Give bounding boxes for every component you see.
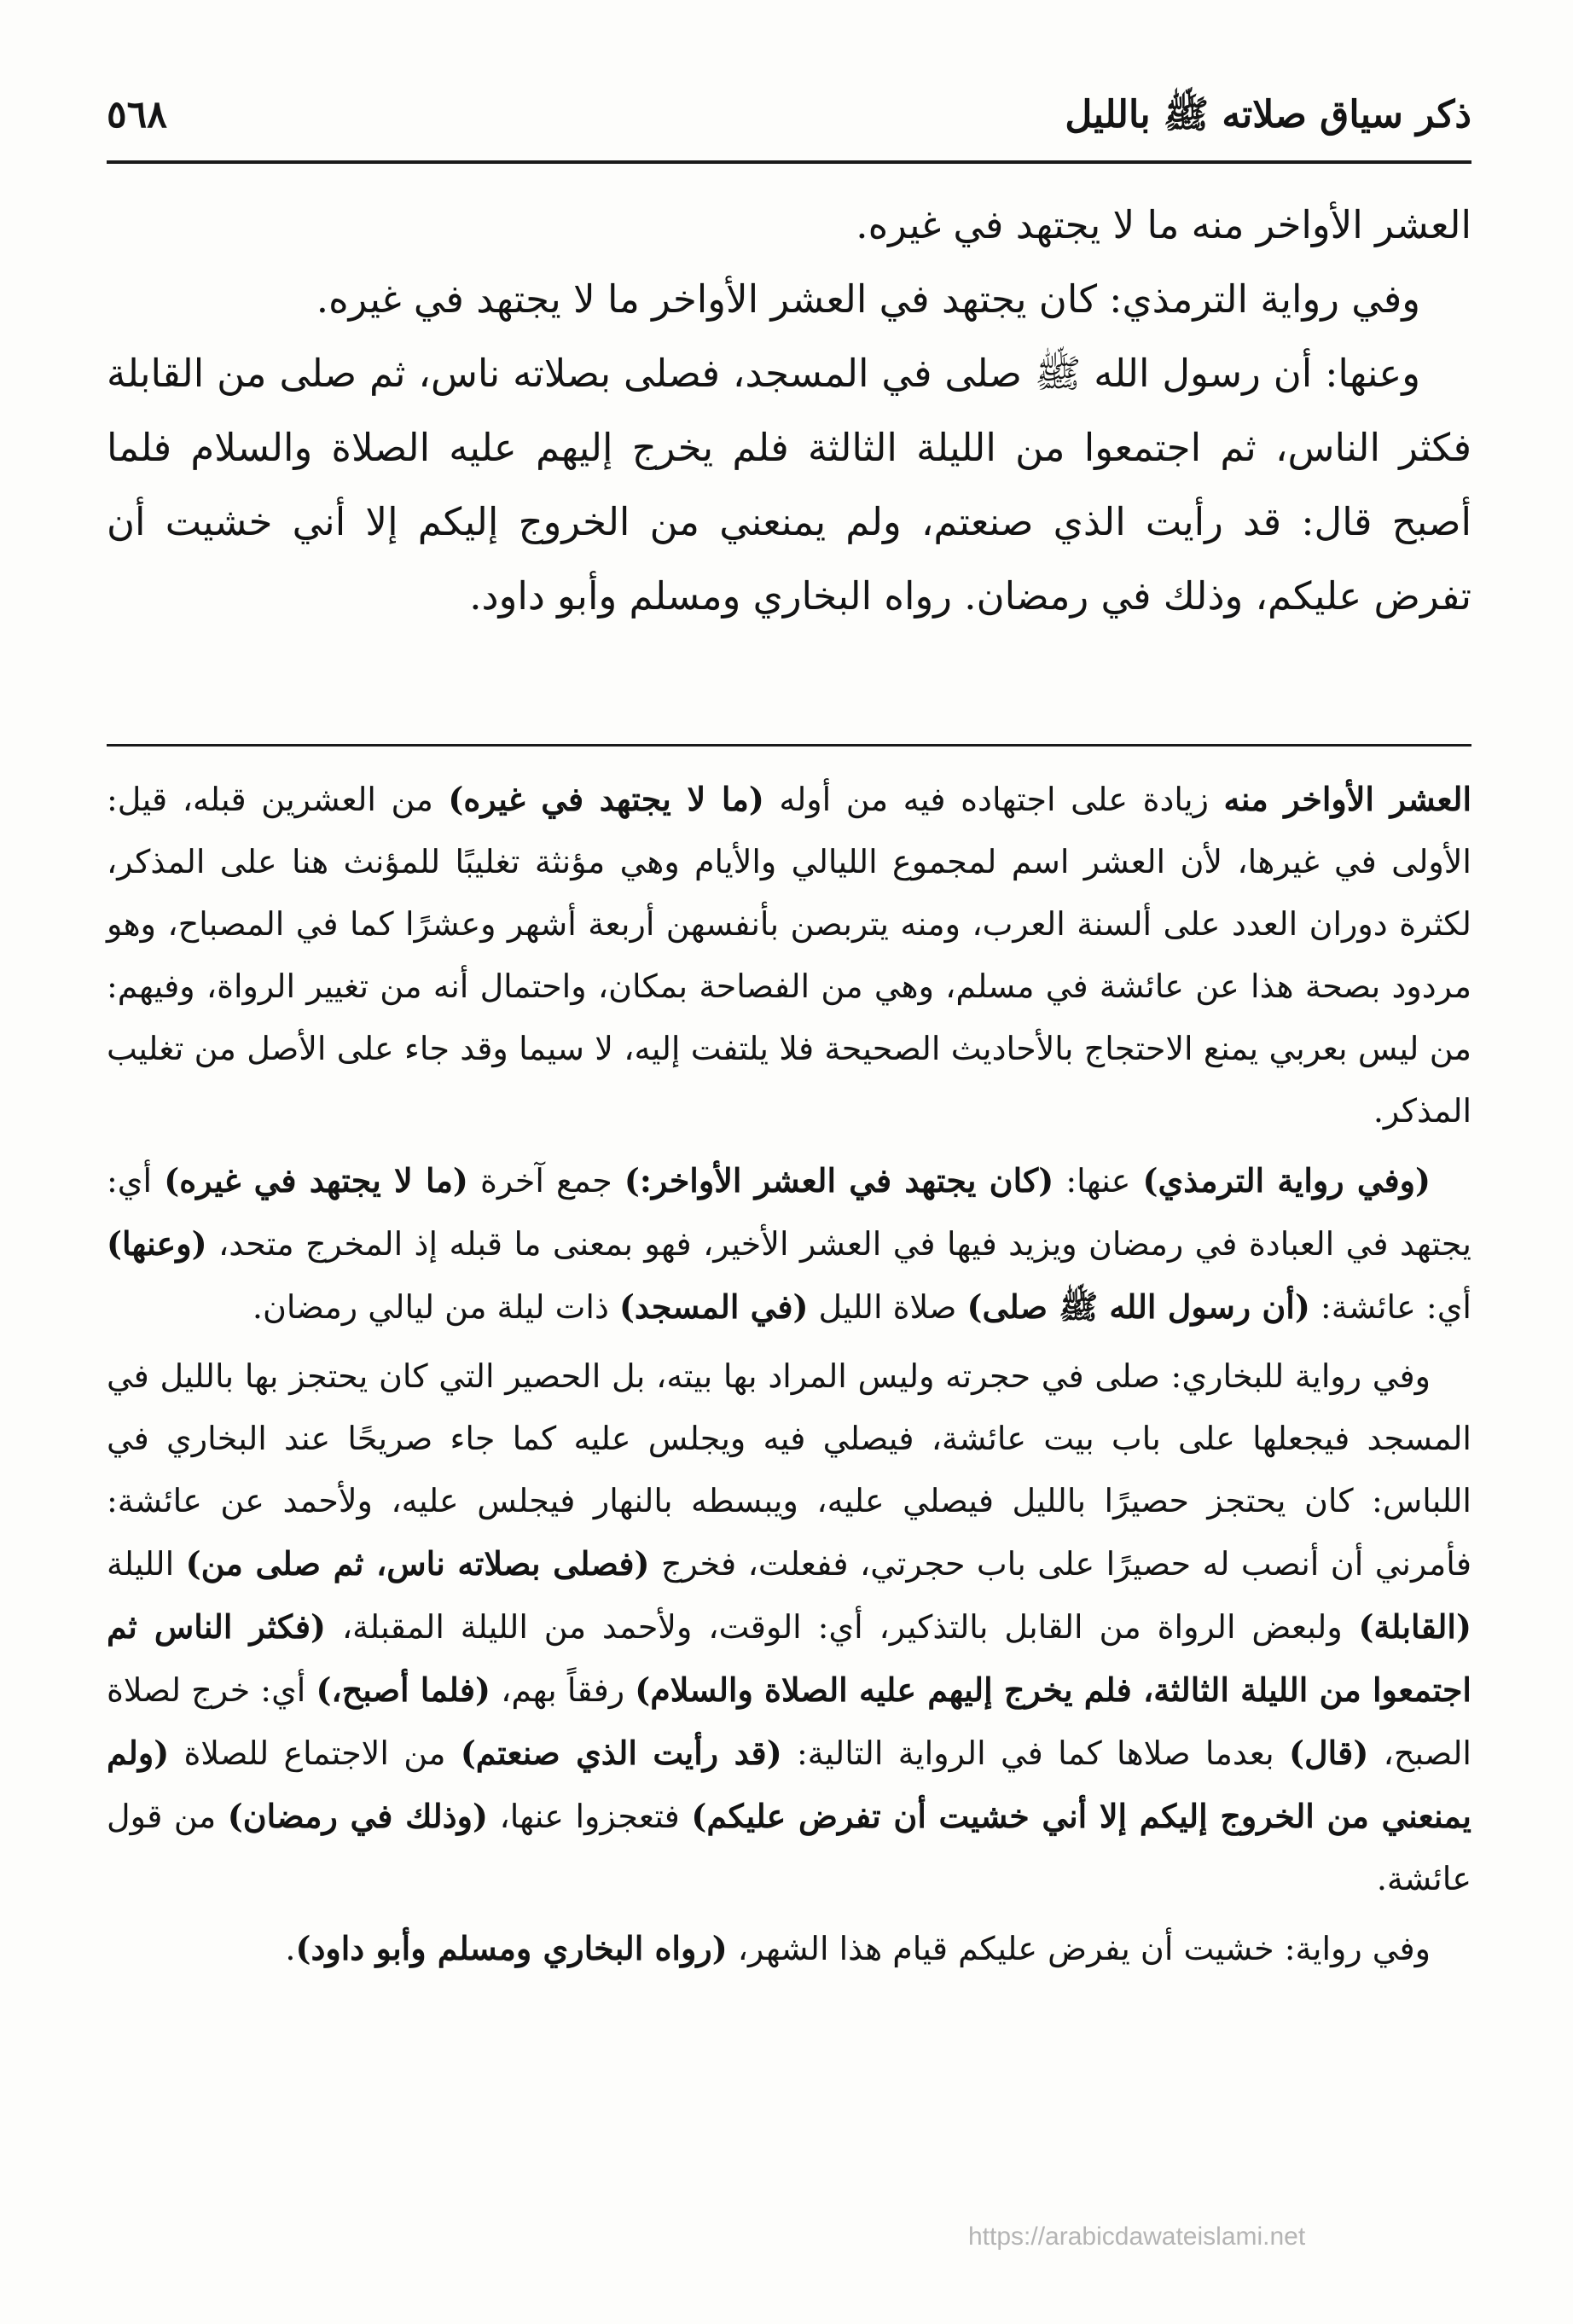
commentary-text: أي: عائشة: — [1309, 1288, 1471, 1326]
commentary-text: صلاة الليل — [808, 1288, 967, 1326]
watermark-url: https://arabicdawateislami.net — [968, 2222, 1306, 2251]
page-header — [107, 85, 1471, 145]
quoted-phrase: (أن رسول الله ﷺ صلى) — [966, 1287, 1310, 1326]
commentary-text: من الاجتماع للصلاة — [169, 1734, 461, 1772]
quoted-phrase: (وفي رواية الترمذي) — [1142, 1161, 1431, 1200]
commentary-text: رفقاً بهم، — [490, 1671, 636, 1709]
commentary-text: وفي رواية: خشيت أن يفرض عليكم قيام هذا الشهر، — [727, 1930, 1431, 1967]
commentary-text: . — [285, 1930, 296, 1967]
quoted-phrase: (ما لا يجتهد في غيره) — [448, 780, 764, 818]
quoted-phrase: (قد رأيت الذي صنعتم) — [460, 1734, 782, 1772]
quoted-phrase: (فصلى بصلاته ناس، ثم صلى من) — [185, 1544, 650, 1583]
commentary-text: ذات ليلة من ليالي رمضان. — [252, 1288, 619, 1326]
commentary-text: أي: يجتهد في العبادة في رمضان ويزيد فيها في العشر الأخير، فهو بمعنى ما قبله إذ المخرج متحد، — [107, 1162, 1471, 1263]
commentary-text: أي: خرج لصلاة الصبح، — [107, 1671, 1471, 1772]
commentary-text: عنها: — [1054, 1162, 1143, 1200]
quoted-phrase: (ولم يمنعني من الخروج إليكم إلا أني خشيت أن تفرض عليكم) — [107, 1734, 1471, 1835]
quoted-phrase: (فلما أصبح،) — [316, 1670, 491, 1709]
commentary-text: ولبعض الرواة من القابل بالتذكير، أي: الوقت، ولأحمد من الليلة المقبلة، — [326, 1608, 1359, 1646]
commentary-text: من قول عائشة. — [107, 1798, 1471, 1897]
commentary-text: الليلة — [107, 1545, 186, 1583]
quoted-phrase: العشر الأواخر منه — [1223, 780, 1471, 818]
commentary-paragraph — [107, 1345, 1471, 1910]
quoted-phrase: (وعنها) — [107, 1224, 207, 1263]
quoted-phrase: (في المسجد) — [618, 1287, 809, 1326]
commentary-text: من العشرين قبله، قيل: الأولى في غيرها، لأن العشر اسم لمجموع الليالي والأيام وهي مؤنثة تغليبًا للمؤنث هنا على المذكر، لكثرة دوران العدد على ألسنة العرب، ومنه يتربصن بأنفسهن أربعة أشهر وعشرًا كما في المصباح، وهو مردود بصحة هذا عن عائشة في مسلم، وهي من الفصاحة بمكان، واحتمال أنه من تغيير الرواة، وفيهم: من ليس بعربي يمنع الاحتجاج بالأحاديث الصحيحة فلا يلتفت إليه، لا سيما وقد جاء على الأصل من تغليب المذكر. — [107, 781, 1471, 1130]
quoted-phrase: (قال) — [1289, 1734, 1369, 1772]
quoted-phrase: (ما لا يجتهد في غيره) — [164, 1161, 468, 1200]
quoted-phrase: (فكثر الناس ثم اجتمعوا من الليلة الثالثة، فلم يخرج إليهم عليه الصلاة والسلام) — [107, 1607, 1471, 1709]
commentary — [107, 768, 1471, 1987]
commentary-text: بعدما صلاها كما في الرواية التالية: — [781, 1734, 1290, 1772]
commentary-text: زيادة على اجتهاده فيه من أوله — [763, 781, 1224, 818]
commentary-text: جمع آخرة — [467, 1162, 624, 1200]
header-rule — [107, 160, 1471, 164]
section-divider — [107, 744, 1471, 747]
main-paragraph: وفي رواية الترمذي: كان يجتهد في العشر الأواخر ما لا يجتهد في غيره. — [316, 276, 1420, 322]
quoted-phrase: (وذلك في رمضان) — [227, 1797, 488, 1835]
running-title: ذكر سياق صلاته ﷺ بالليل — [1065, 93, 1471, 137]
commentary-paragraph — [107, 768, 1471, 1142]
commentary-paragraph — [107, 1149, 1471, 1339]
quoted-phrase: (القابلة) — [1358, 1607, 1471, 1646]
commentary-paragraph — [107, 1917, 1471, 1980]
book-page — [107, 85, 1471, 2286]
page-number: ٥٦٨ — [107, 93, 167, 137]
main-paragraph: وعنها: أن رسول الله ﷺ صلى في المسجد، فصلى بصلاته ناس، ثم صلى من القابلة فكثر الناس، ثم اجتمعوا من الليلة الثالثة فلم يخرج إليهم عليه الصلاة والسلام فلما أصبح قال: قد رأيت الذي صنعتم، ولم يمنعني من الخروج إليكم إلا أني خشيت أن تفرض عليكم، وذلك في رمضان. رواه البخاري ومسلم وأبو داود. — [107, 351, 1471, 619]
main-text — [107, 188, 1471, 633]
quoted-phrase: (رواه البخاري ومسلم وأبو داود) — [295, 1929, 728, 1967]
commentary-text: وفي رواية للبخاري: صلى في حجرته وليس المراد بها بيته، بل الحصير التي كان يحتجز بها بالليل في المسجد فيجعلها على باب بيت عائشة، فيصلي فيه ويجلس عليه كما جاء صريحًا عند البخاري في اللباس: كان يحتجز حصيرًا بالليل فيصلي عليه، ويبسطه بالنهار فيجلس عليه، ولأحمد عن عائشة: فأمرني أن أنصب له حصيرًا على باب حجرتي، ففعلت، فخرج — [107, 1357, 1472, 1583]
main-paragraph: العشر الأواخر منه ما لا يجتهد في غيره. — [856, 202, 1471, 247]
commentary-text: فتعجزوا عنها، — [487, 1798, 692, 1835]
quoted-phrase: (كان يجتهد في العشر الأواخر:) — [624, 1161, 1054, 1200]
